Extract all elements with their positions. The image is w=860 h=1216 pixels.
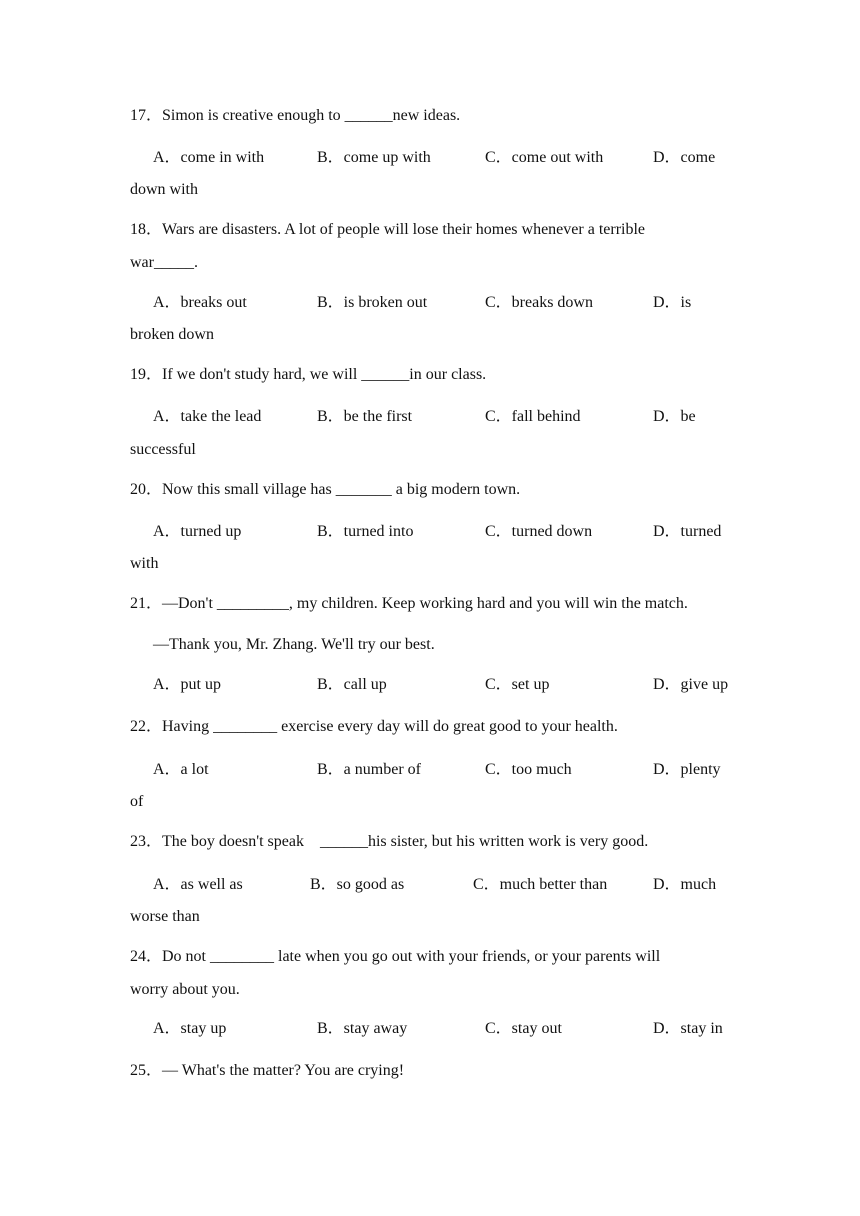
question-23-option-a: A．as well as [153, 876, 243, 893]
question-24-stem-cont: worry about you. [130, 981, 240, 998]
question-18-option-a: A．breaks out [153, 294, 247, 311]
question-18-option-c: C．breaks down [485, 294, 593, 311]
question-20-stem: 20．Now this small village has _______ a big modern town. [130, 481, 521, 498]
question-24-option-b: B．stay away [317, 1020, 408, 1037]
question-22-option-b: B．a number of [317, 761, 421, 778]
question-19-option-a: A．take the lead [153, 408, 262, 425]
question-25-stem: 25．— What's the matter? You are crying! [130, 1062, 405, 1079]
question-21-stem: 21．—Don't _________, my children. Keep working hard and you will win the match. [130, 595, 688, 612]
question-19-stem: 19．If we don't study hard, we will ______in our class. [130, 366, 487, 383]
question-18-option-wrap: broken down [130, 326, 214, 343]
question-21-option-b: B．call up [317, 676, 387, 693]
question-19-option-b: B．be the first [317, 408, 413, 425]
question-18-stem: 18．Wars are disasters. A lot of people will lose their homes whenever a terrible [130, 221, 646, 238]
question-20-option-wrap: with [130, 555, 159, 572]
question-23-stem: 23．The boy doesn't speak ______his sister, but his written work is very good. [130, 833, 649, 850]
question-18-option-d: D．is [653, 294, 692, 311]
question-24-option-c: C．stay out [485, 1020, 562, 1037]
question-24-option-a: A．stay up [153, 1020, 227, 1037]
question-21-dialogue-reply: —Thank you, Mr. Zhang. We'll try our best. [153, 636, 435, 653]
question-19-option-d: D．be [653, 408, 696, 425]
question-17-option-a: A．come in with [153, 149, 265, 166]
question-20-option-c: C．turned down [485, 523, 593, 540]
question-17-option-b: B．come up with [317, 149, 431, 166]
question-20-option-d: D．turned [653, 523, 722, 540]
question-22-option-d: D．plenty [653, 761, 721, 778]
question-21-option-c: C．set up [485, 676, 550, 693]
question-20-option-a: A．turned up [153, 523, 242, 540]
question-22-option-a: A．a lot [153, 761, 209, 778]
question-23-option-d: D．much [653, 876, 717, 893]
question-22-stem: 22．Having ________ exercise every day will do great good to your health. [130, 718, 618, 735]
question-18-stem-cont: war_____. [130, 254, 198, 271]
question-19-option-wrap: successful [130, 441, 196, 458]
question-22-option-wrap: of [130, 793, 144, 810]
question-20-option-b: B．turned into [317, 523, 414, 540]
question-17-stem: 17．Simon is creative enough to ______new ideas. [130, 107, 461, 124]
question-23-option-wrap: worse than [130, 908, 200, 925]
question-17-option-c: C．come out with [485, 149, 604, 166]
question-19-option-c: C．fall behind [485, 408, 581, 425]
question-17-option-wrap: down with [130, 181, 198, 198]
question-18-option-b: B．is broken out [317, 294, 428, 311]
question-24-option-d: D．stay in [653, 1020, 723, 1037]
question-22-option-c: C．too much [485, 761, 572, 778]
question-24-stem: 24．Do not ________ late when you go out with your friends, or your parents will [130, 948, 661, 965]
question-23-option-c: C．much better than [473, 876, 608, 893]
question-21-option-d: D．give up [653, 676, 729, 693]
question-21-option-a: A．put up [153, 676, 222, 693]
question-17-option-d: D．come [653, 149, 716, 166]
question-23-option-b: B．so good as [310, 876, 405, 893]
